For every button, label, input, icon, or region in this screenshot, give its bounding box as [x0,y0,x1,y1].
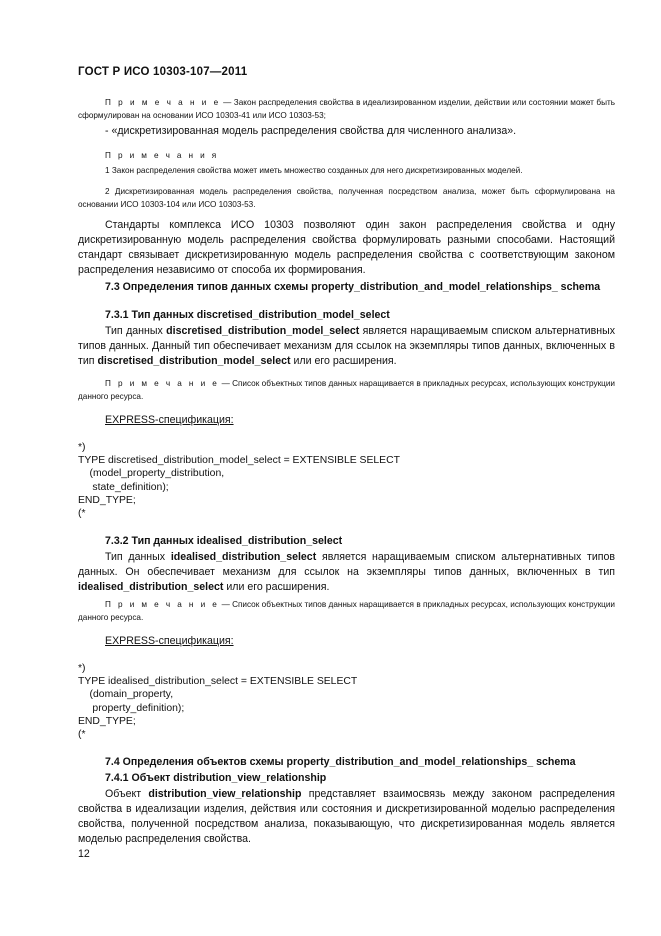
paragraph-7-4-1: Объект distribution_view_relationship представляет взаимосвязь между законом распределения свойства в идеализации изделия, действия или состояния и дискретизированной моделью распределения свойства, полученной посредством анализа, показывающую, что дискретизированная модель является моделью распределения свойства. [78,788,615,845]
section-heading-7-3: 7.3 Определения типов данных схемы property_distribution_and_model_relationships_ schema [105,281,601,293]
subsection-heading-7-3-2: 7.3.2 Тип данных idealised_distribution_select [105,535,343,547]
paragraph-standards: Стандарты комплекса ИСО 10303 позволяют один закон распределения свойства и одну дискретизированную модель распределения свойства формулировать разными способами. Настоящий стандарт связывает дискретизированную модель распределения свойства с соответствующим законом распределения независимо от способа их формирования. [78,219,615,276]
express-code-block: *) TYPE discretised_distribution_model_select = EXTENSIBLE SELECT (model_property_distribution, state_definition); END_TYPE; (* [78,442,400,520]
note-item-2: 2 Дискретизированная модель распределения свойства, полученная посредством анализа, может быть сформулирована на основании ИСО 10303-104 или ИСО 10303-53. [78,187,615,209]
note-text: Закон распределения свойства в идеализированном изделии, действии или состоянии может быть сформулирован на основании ИСО 10303-41 или ИСО 10303-53; [78,98,615,120]
type-name: discretised_distribution_model_select [166,325,360,337]
note-label: П р и м е ч а н и е [105,600,220,609]
note-label: П р и м е ч а н и е [105,98,221,107]
express-spec-label: EXPRESS-спецификация: [105,414,234,426]
paragraph-7-3-1: Тип данных discretised_distribution_model_select является наращиваемым списком альтернативных типов данных. Данный тип обеспечивает механизм для ссылок на экземпляры типов данных, включенных в тип discretised_distribution_model_select или его расширения. [78,325,615,367]
type-name: idealised_distribution_select [78,581,224,593]
type-name: distribution_view_relationship [148,788,302,800]
express-spec-label: EXPRESS-спецификация: [105,635,234,647]
note-text: — Список объектных типов данных наращивается в прикладных ресурсах, использующих конструкции данного ресурса. [78,379,615,401]
subsection-heading-7-3-1: 7.3.1 Тип данных discretised_distribution_model_select [105,309,390,321]
page-number: 12 [78,848,90,860]
note-1: П р и м е ч а н и е — Закон распределения свойства в идеализированном изделии, действии или состоянии может быть сформулирован на основании ИСО 10303-41 или ИСО 10303-53; [78,98,615,120]
note-7-3-2 [78,598,615,624]
notes-label: П р и м е ч а н и я [105,151,219,160]
note-7-3-1 [78,377,615,403]
section-heading-7-4: 7.4 Определения объектов схемы property_distribution_and_model_relationships_ schema [105,756,576,768]
paragraph-7-3-2: Тип данных idealised_distribution_select является наращиваемым списком альтернативных типов данных. Он обеспечивает механизм для ссылок на экземпляры типов данных, включенных в тип idealised_distribution_select или его расширения. [78,551,615,593]
type-name: discretised_distribution_model_select [97,355,291,367]
express-code-block: *) TYPE idealised_distribution_select = EXTENSIBLE SELECT (domain_property, property_definition); END_TYPE; (* [78,663,358,741]
document-header: ГОСТ Р ИСО 10303-107—2011 [78,66,248,78]
bullet-item: - «дискретизированная модель распределения свойства для численного анализа». [105,125,517,137]
type-name: idealised_distribution_select [170,551,317,563]
note-item-1: 1 Закон распределения свойства может иметь множество созданных для него дискретизированных моделей. [105,166,523,175]
note-text: — Список объектных типов данных наращивается в прикладных ресурсах, использующих конструкции данного ресурса. [78,600,615,622]
subsection-heading-7-4-1: 7.4.1 Объект distribution_view_relationship [105,772,327,784]
note-label: П р и м е ч а н и е [105,379,220,388]
